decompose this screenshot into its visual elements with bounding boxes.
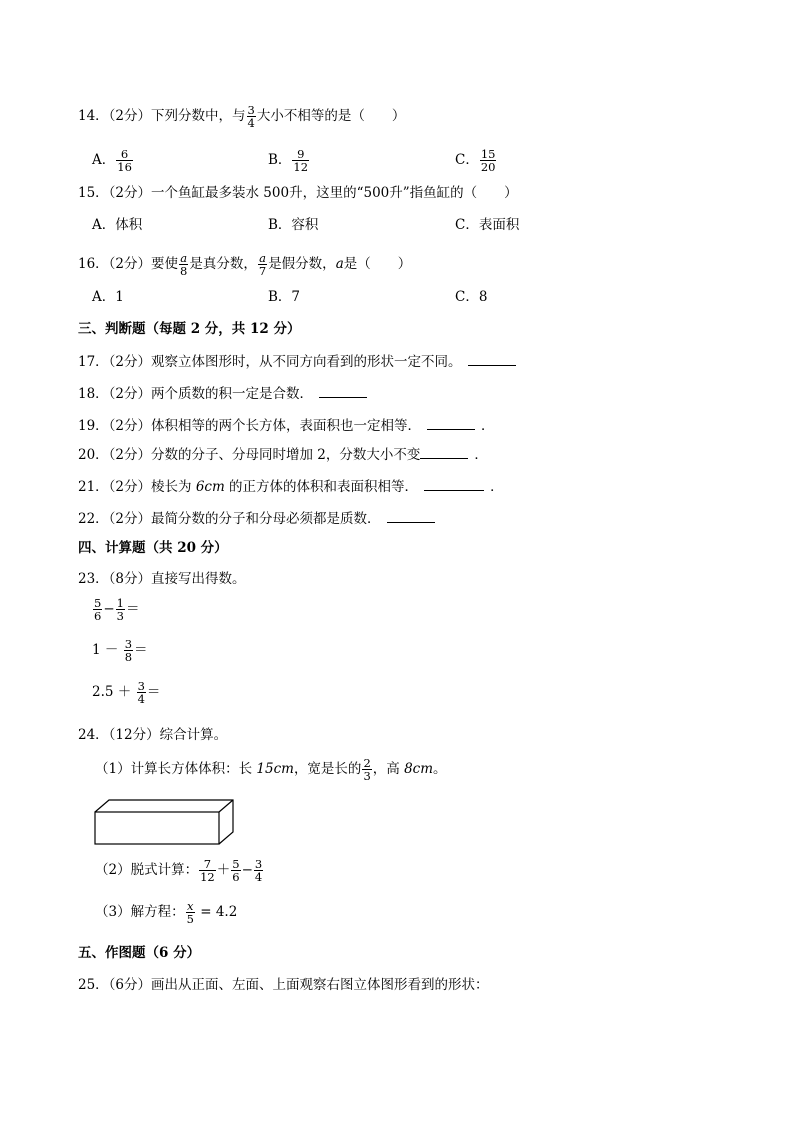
q14-prefix: 14．（2分）下列分数中，与 — [78, 108, 246, 125]
q24-part-2: （2）脱式计算： $\frac{7}{12}$ ＋ $\frac{5}{6}$ − $\frac{3}{4}$ — [95, 857, 263, 885]
answer-blank[interactable] — [424, 476, 484, 491]
q14-fraction: $\frac{3}{4}$ — [247, 103, 255, 131]
q14-suffix: 大小不相等的是（ ） — [256, 108, 406, 125]
q16-option-b: B．7 — [268, 289, 301, 305]
question-14 — [78, 104, 405, 129]
q23-expression-2: 1 － $\frac{3}{8}$ ＝ — [92, 637, 148, 665]
q16-fraction-1: $\frac{a}{8}$ — [180, 251, 188, 279]
q14-option-a: A． $\frac{6}{16}$ — [92, 147, 132, 175]
section-3-heading: 三、判断题（每题 2 分，共 12 分） — [78, 321, 301, 337]
question-18: 18．（2分）两个质数的积一定是合数． — [78, 383, 367, 404]
q16-option-a: A．1 — [92, 289, 124, 305]
question-25: 25．（6分）画出从正面、左面、上面观察右图立体图形看到的形状： — [78, 977, 489, 993]
q15-option-a: A．体积 — [92, 217, 143, 233]
q15-option-b: B．容积 — [268, 217, 319, 233]
question-24: 24．（12分）综合计算。 — [78, 727, 228, 743]
question-16: 16．（2分）要使 $\frac{a}{8}$ 是真分数， $\frac{a}{7}$ 是假分数，a是（ ） — [78, 251, 412, 279]
q15-option-c: C．表面积 — [455, 217, 520, 233]
q14-option-b: B． $\frac{9}{12}$ — [268, 147, 309, 175]
answer-blank[interactable] — [420, 444, 468, 459]
question-21: 21．（2分）棱长为 6cm 的正方体的体积和表面积相等． ． — [78, 476, 504, 497]
q24-part-1: （1）计算长方体体积：长 15cm，宽是长的 $\frac{2}{3}$ ，高 8cm。 — [95, 756, 447, 784]
q16-option-c: C．8 — [455, 289, 488, 305]
question-22: 22．（2分）最简分数的分子和分母必须都是质数． — [78, 508, 435, 529]
section-5-heading: 五、作图题（6 分） — [78, 945, 201, 961]
section-4-heading: 四、计算题（共 20 分） — [78, 540, 228, 556]
q23-expression-1: $\frac{5}{6}$ − $\frac{1}{3}$ ＝ — [94, 596, 140, 624]
question-19: 19．（2分）体积相等的两个长方体，表面积也一定相等． ． — [78, 415, 495, 436]
answer-blank[interactable] — [319, 383, 367, 398]
q14-option-c: C． $\frac{15}{20}$ — [455, 147, 496, 175]
q24-part-3: （3）解方程： $\frac{x}{5}$ = 4.2 — [95, 899, 238, 927]
answer-blank[interactable] — [387, 508, 435, 523]
q16-fraction-2: $\frac{a}{7}$ — [258, 251, 267, 279]
answer-blank[interactable] — [427, 415, 475, 430]
q23-expression-3: 2.5 ＋ $\frac{3}{4}$ ＝ — [92, 679, 161, 707]
question-15: 15．（2分）一个鱼缸最多装水 500升，这里的“500升”指鱼缸的（ ） — [78, 185, 518, 201]
question-17: 17．（2分）观察立体图形时，从不同方向看到的形状一定不同。 — [78, 351, 516, 372]
cuboid-figure — [92, 796, 237, 848]
question-20: 20．（2分）分数的分子、分母同时增加 2，分数大小不变 ． — [78, 444, 488, 465]
answer-blank[interactable] — [468, 351, 516, 366]
question-23: 23．（8分）直接写出得数。 — [78, 571, 246, 587]
